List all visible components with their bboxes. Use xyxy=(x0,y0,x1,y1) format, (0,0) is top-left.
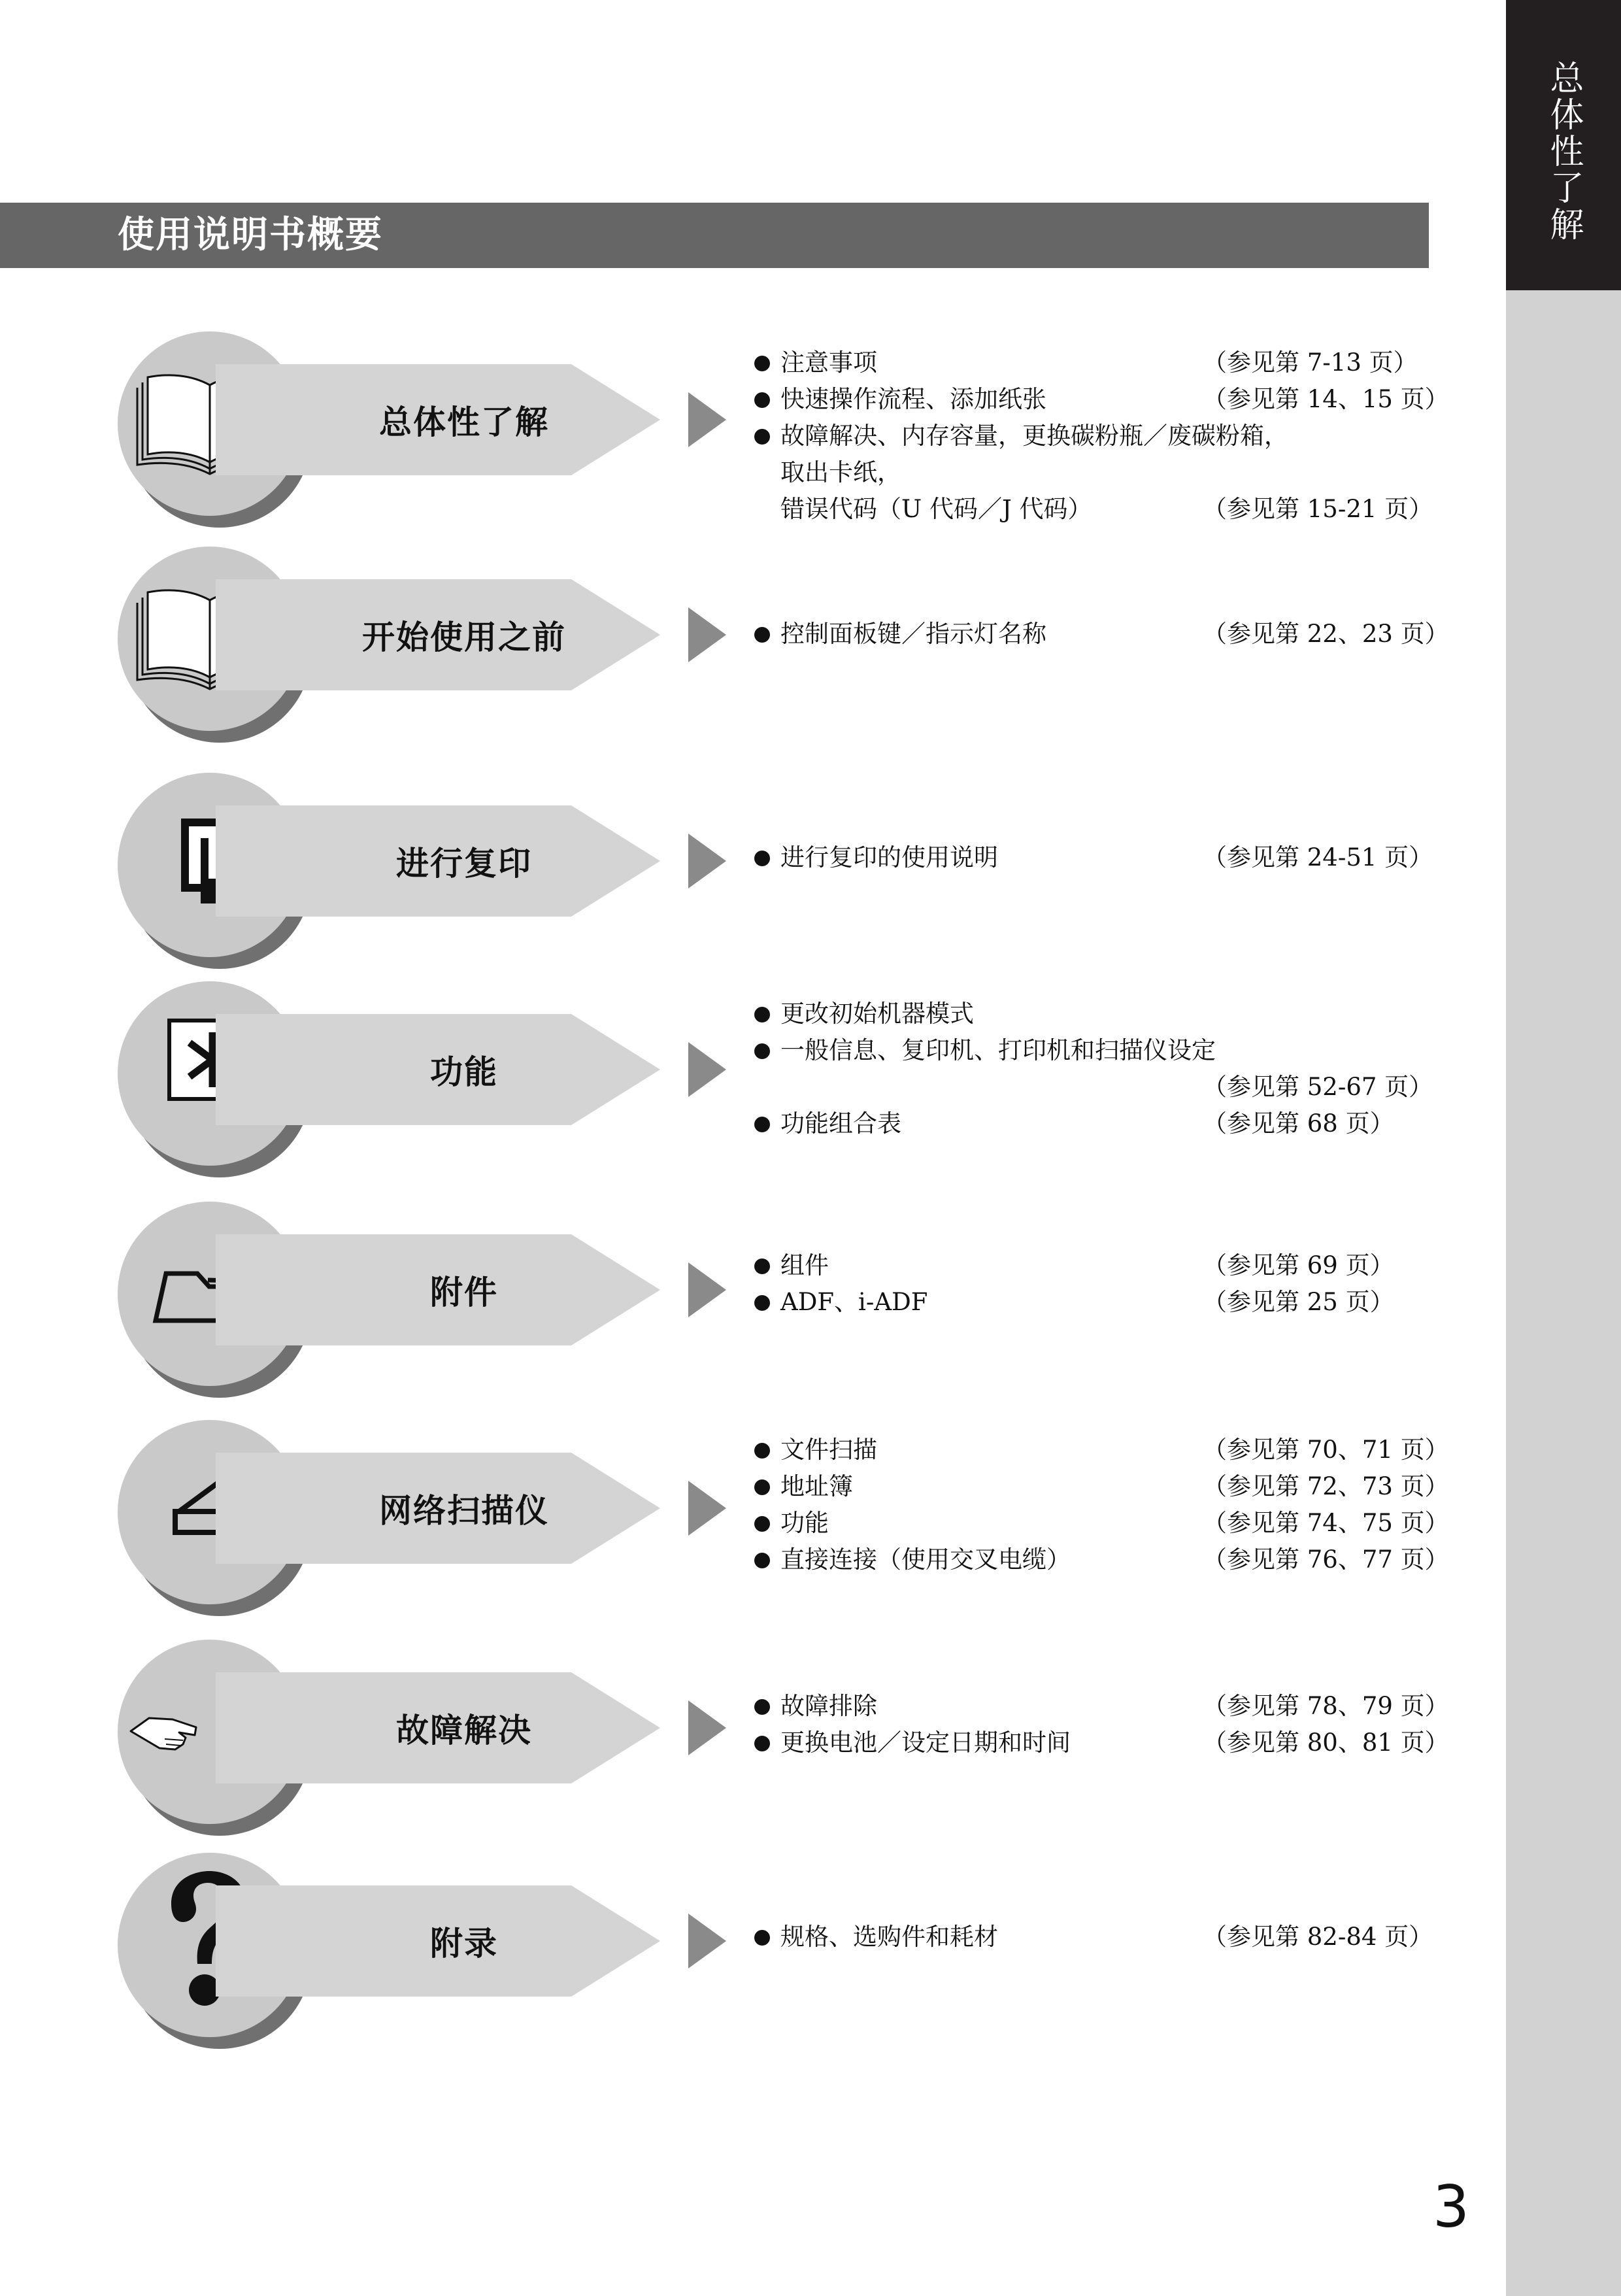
page-reference[interactable]: （参见第 68 页） xyxy=(1203,1109,1394,1138)
page-reference[interactable]: （参见第 82-84 页） xyxy=(1203,1923,1433,1951)
page-reference[interactable]: （参见第 69 页） xyxy=(1203,1251,1394,1279)
list-item xyxy=(752,491,1433,528)
item-text: 地址簿 xyxy=(780,1472,853,1500)
page-reference[interactable]: （参见第 72、73 页） xyxy=(1203,1472,1449,1500)
arrow-tip-icon xyxy=(688,1914,726,1968)
page-reference[interactable]: （参见第 80、81 页） xyxy=(1203,1729,1449,1757)
page-reference[interactable]: （参见第 15-21 页） xyxy=(1203,495,1433,523)
list-item xyxy=(752,1032,1418,1069)
item-text: 注意事项 xyxy=(780,348,877,377)
section-item-list xyxy=(752,616,1449,652)
item-text: 更换电池／设定日期和时间 xyxy=(780,1729,1071,1757)
arrow-tip-icon xyxy=(688,1481,726,1536)
item-text: 一般信息、复印机、打印机和扫描仪设定 xyxy=(780,1036,1216,1064)
item-text: ADF、i-ADF xyxy=(780,1288,928,1316)
bullet-icon xyxy=(754,1258,770,1274)
bullet-icon xyxy=(754,1043,770,1059)
page-reference[interactable]: （参见第 7-13 页） xyxy=(1203,348,1418,377)
section-label[interactable]: 网络扫描仪 xyxy=(379,1492,549,1530)
bullet-icon xyxy=(754,1117,770,1132)
page-number: 3 xyxy=(1433,2173,1469,2240)
list-item xyxy=(752,345,1418,381)
bullet-icon xyxy=(754,1007,770,1022)
list-item xyxy=(752,1542,1449,1578)
item-text: 功能 xyxy=(780,1509,829,1537)
bullet-icon xyxy=(754,627,770,643)
arrow-tip-icon xyxy=(688,392,726,447)
page-reference[interactable]: （参见第 70、71 页） xyxy=(1203,1436,1449,1464)
section-label[interactable]: 附件 xyxy=(430,1274,498,1311)
bullet-icon xyxy=(754,1930,770,1946)
item-text: 直接连接（使用交叉电缆） xyxy=(780,1545,1071,1574)
section-item-list xyxy=(752,1247,1418,1321)
arrow-tip-icon xyxy=(688,834,726,888)
item-text: 功能组合表 xyxy=(780,1109,901,1138)
bullet-icon xyxy=(754,392,770,408)
bullet-icon xyxy=(754,1553,770,1568)
item-text: 取出卡纸， xyxy=(780,458,901,486)
section-item-list xyxy=(752,1919,1433,1955)
section-item-list xyxy=(752,345,1449,528)
arrow-tip-icon xyxy=(688,1042,726,1097)
item-text: 进行复印的使用说明 xyxy=(780,843,998,871)
bullet-icon xyxy=(754,1295,770,1311)
list-item xyxy=(752,1688,1449,1725)
chapter-tab[interactable] xyxy=(1506,0,1621,290)
section-item-list xyxy=(752,839,1433,876)
bullet-icon xyxy=(754,1699,770,1715)
arrow-tip-icon xyxy=(688,1700,726,1755)
page-reference[interactable]: （参见第 25 页） xyxy=(1203,1288,1394,1316)
list-item xyxy=(752,1505,1449,1542)
item-text: 错误代码（U 代码／J 代码） xyxy=(780,495,1092,523)
item-text: 更改初始机器模式 xyxy=(780,1000,974,1028)
section-label[interactable]: 故障解决 xyxy=(396,1712,532,1749)
section-item-list xyxy=(752,1432,1449,1578)
section-label[interactable]: 进行复印 xyxy=(396,845,532,883)
list-item xyxy=(752,1468,1449,1505)
bullet-icon xyxy=(754,356,770,371)
list-item xyxy=(752,1106,1418,1142)
title-bar xyxy=(0,203,1429,268)
list-item xyxy=(752,418,1418,454)
item-text: 故障排除 xyxy=(780,1692,877,1720)
item-text: 文件扫描 xyxy=(780,1436,877,1464)
section-label[interactable]: 功能 xyxy=(430,1053,498,1091)
list-item xyxy=(752,454,1418,491)
item-text: 故障解决、内存容量，更换碳粉瓶／废碳粉箱， xyxy=(780,422,1288,450)
page-reference[interactable]: （参见第 24-51 页） xyxy=(1203,843,1433,871)
list-item xyxy=(752,996,1418,1032)
list-item xyxy=(752,1247,1418,1284)
item-text: 快速操作流程、添加纸张 xyxy=(780,385,1046,413)
bullet-icon xyxy=(754,429,770,445)
list-item xyxy=(752,1284,1418,1321)
list-item xyxy=(752,381,1449,418)
section-item-list xyxy=(752,1688,1449,1761)
item-text: 规格、选购件和耗材 xyxy=(780,1923,998,1951)
list-item xyxy=(752,1725,1449,1761)
page-reference[interactable]: （参见第 22、23 页） xyxy=(1203,620,1449,648)
section-item-list xyxy=(752,996,1433,1142)
page-reference[interactable]: （参见第 14、15 页） xyxy=(1203,385,1449,413)
section-label[interactable]: 开始使用之前 xyxy=(362,618,566,656)
section-label[interactable]: 总体性了解 xyxy=(379,403,549,441)
section-label[interactable]: 附录 xyxy=(430,1925,498,1963)
bullet-icon xyxy=(754,1479,770,1495)
list-item xyxy=(752,839,1433,876)
page-title: 使用说明书概要 xyxy=(118,214,383,256)
arrow-tip-icon xyxy=(688,1262,726,1317)
chapter-tab-label: 总体性了解 xyxy=(1544,60,1583,243)
item-text: 组件 xyxy=(780,1251,829,1279)
bullet-icon xyxy=(754,1516,770,1532)
page-reference[interactable]: （参见第 52-67 页） xyxy=(1203,1073,1433,1101)
item-text: 控制面板键／指示灯名称 xyxy=(780,620,1046,648)
arrow-tip-icon xyxy=(688,607,726,662)
bullet-icon xyxy=(754,851,770,866)
list-item xyxy=(752,1919,1433,1955)
bullet-icon xyxy=(754,1736,770,1751)
list-item xyxy=(752,1432,1449,1468)
list-item xyxy=(752,616,1449,652)
page-reference[interactable]: （参见第 76、77 页） xyxy=(1203,1545,1449,1574)
side-margin-band xyxy=(1506,0,1621,2296)
page-reference[interactable]: （参见第 74、75 页） xyxy=(1203,1509,1449,1537)
bullet-icon xyxy=(754,1443,770,1459)
list-item xyxy=(752,1069,1433,1106)
page-reference[interactable]: （参见第 78、79 页） xyxy=(1203,1692,1449,1720)
